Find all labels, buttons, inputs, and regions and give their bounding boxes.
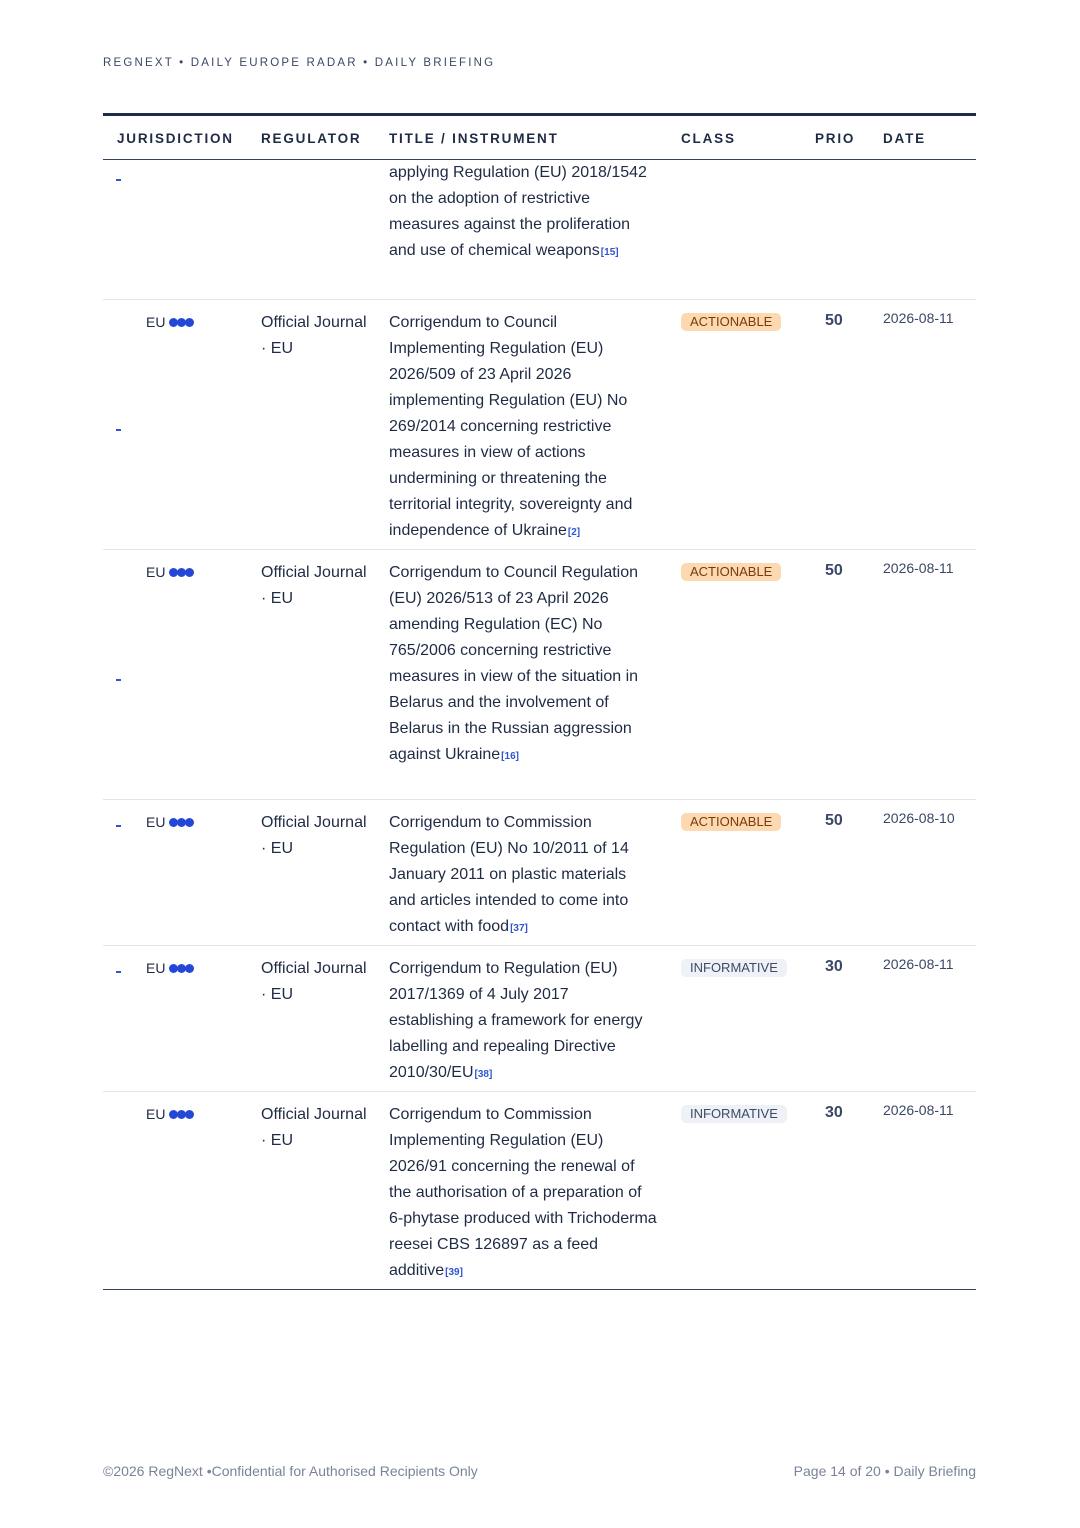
three-dot-icon — [169, 568, 193, 577]
row-prio: 50 — [825, 562, 843, 579]
citation-link[interactable]: [2] — [567, 527, 581, 538]
footer-copyright: ©2026 RegNext •Confidential for Authorised Recipients Only — [103, 1463, 478, 1479]
footer-page-number: Page 14 of 20 • Daily Briefing — [793, 1463, 976, 1479]
row-title: applying Regulation (EU) 2018/1542 on the adoption of restrictive measures against the proliferation and use of chemical weapons[15] — [389, 164, 647, 259]
table-row — [103, 300, 976, 550]
col-jurisdiction: JURISDICTION — [117, 131, 234, 146]
row-regulator: Official Journal · EU — [261, 314, 367, 357]
row-prio: 30 — [825, 958, 843, 975]
row-jurisdiction: EU — [146, 960, 193, 976]
row-title: Corrigendum to Council Implementing Regulation (EU) 2026/509 of 23 April 2026 implementing Regulation (EU) No 269/2014 concerning restrictive measures in view of actions undermining or threatening the territorial integrity, sovereignty and independence of Ukraine[2] — [389, 314, 633, 539]
row-marker-icon — [116, 825, 121, 827]
col-prio: PRIO — [815, 131, 856, 146]
citation-link[interactable]: [15] — [600, 247, 619, 258]
row-jurisdiction: EU — [146, 1106, 193, 1122]
class-badge: ACTIONABLE — [681, 813, 781, 831]
row-prio: 50 — [825, 812, 843, 829]
three-dot-icon — [169, 1110, 193, 1119]
row-date: 2026-08-11 — [883, 310, 954, 326]
row-regulator: Official Journal · EU — [261, 564, 367, 607]
row-regulator: Official Journal · EU — [261, 960, 367, 1003]
row-marker-icon — [116, 179, 121, 181]
table-header — [103, 116, 976, 160]
citation-link[interactable]: [38] — [474, 1069, 493, 1080]
row-jurisdiction: EU — [146, 314, 193, 330]
class-badge: ACTIONABLE — [681, 563, 781, 581]
running-header: REGNEXT • DAILY EUROPE RADAR • DAILY BRIEFING — [103, 57, 496, 69]
table-row — [103, 160, 976, 300]
col-title: TITLE / INSTRUMENT — [389, 131, 559, 146]
table-row — [103, 800, 976, 946]
three-dot-icon — [169, 318, 193, 327]
table-row — [103, 550, 976, 800]
table-row — [103, 946, 976, 1092]
citation-link[interactable]: [39] — [445, 1267, 463, 1278]
citation-link[interactable]: [16] — [501, 751, 519, 762]
row-regulator: Official Journal · EU — [261, 814, 367, 857]
row-jurisdiction: EU — [146, 814, 193, 830]
col-regulator: REGULATOR — [261, 131, 362, 146]
row-title: Corrigendum to Council Regulation (EU) 2026/513 of 23 April 2026 amending Regulation (EC) No 765/2006 concerning restrictive measures in view of the situation in Belarus and the involvement of Belarus in the Russian aggression against Ukraine[16] — [389, 564, 639, 763]
row-date: 2026-08-11 — [883, 560, 954, 576]
row-date: 2026-08-11 — [883, 1102, 954, 1118]
class-badge: ACTIONABLE — [681, 313, 781, 331]
row-jurisdiction: EU — [146, 564, 193, 580]
class-badge: INFORMATIVE — [681, 1105, 787, 1123]
three-dot-icon — [169, 818, 193, 827]
row-title: Corrigendum to Regulation (EU) 2017/1369 of 4 July 2017 establishing a framework for energy labelling and repealing Directive 2010/30/EU[38] — [389, 960, 643, 1081]
class-badge: INFORMATIVE — [681, 959, 787, 977]
row-title: Corrigendum to Commission Implementing Regulation (EU) 2026/91 concerning the renewal of the authorisation of a preparation of 6-phytase produced with Trichoderma reesei CBS 126897 as a feed additive[39] — [389, 1106, 657, 1279]
row-date: 2026-08-11 — [883, 956, 954, 972]
row-prio: 30 — [825, 1104, 843, 1121]
row-prio: 50 — [825, 312, 843, 329]
citation-link[interactable]: [37] — [510, 923, 528, 934]
three-dot-icon — [169, 964, 193, 973]
row-title: Corrigendum to Commission Regulation (EU) No 10/2011 of 14 January 2011 on plastic materials and articles intended to come into contact with food[37] — [389, 814, 629, 935]
regulatory-table — [103, 113, 976, 1290]
row-marker-icon — [116, 971, 121, 973]
row-regulator: Official Journal · EU — [261, 1106, 367, 1149]
col-date: DATE — [883, 131, 926, 146]
table-row — [103, 1092, 976, 1290]
row-date: 2026-08-10 — [883, 810, 955, 826]
col-class: CLASS — [681, 131, 736, 146]
row-marker-icon — [116, 429, 121, 431]
row-marker-icon — [116, 679, 121, 681]
